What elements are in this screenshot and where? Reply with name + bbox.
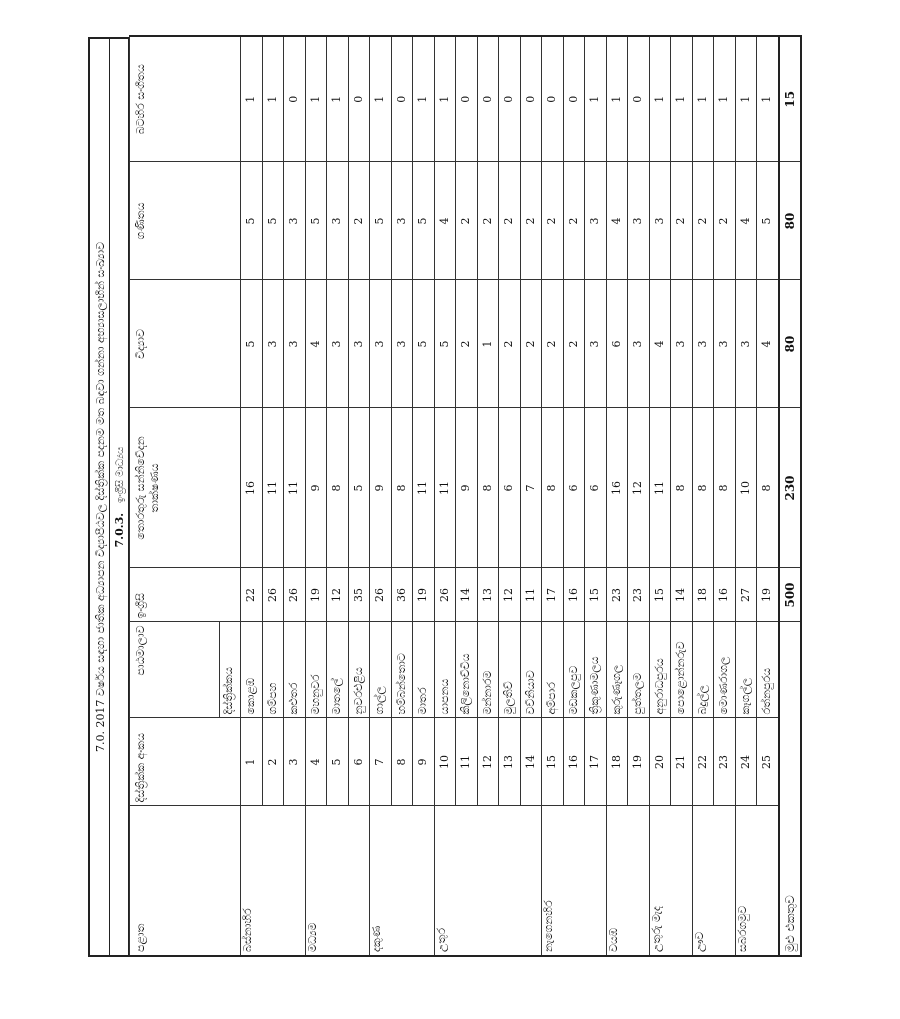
science-cell: 2 (499, 280, 521, 408)
ict-cell: 8 (692, 408, 714, 568)
ict-cell: 9 (456, 408, 478, 568)
province-cell: වයඹ (606, 806, 649, 956)
province-cell: දකුණ (370, 806, 435, 956)
district-cell: ගම්පහ (262, 622, 284, 718)
district-no-cell: 10 (434, 718, 456, 806)
table-row (606, 36, 628, 956)
english-cell: 27 (735, 568, 757, 622)
science-cell: 4 (305, 280, 327, 408)
district-cell: රත්නපුරය (757, 622, 779, 718)
ict-cell: 9 (305, 408, 327, 568)
district-cell: කිලිනොච්චිය (456, 622, 478, 718)
science-cell: 3 (714, 280, 736, 408)
table-row (649, 36, 671, 956)
table-row (434, 36, 456, 956)
ict-cell: 8 (477, 408, 499, 568)
district-no-cell: 16 (563, 718, 585, 806)
english-cell: 26 (262, 568, 284, 622)
province-cell: ඌව (692, 806, 735, 956)
district-no-cell: 19 (628, 718, 650, 806)
science-cell: 5 (413, 280, 435, 408)
header-english: ඉංග්‍රීසි (130, 568, 241, 622)
medium-label: ඉංග්‍රීසි මාධ්‍යය (115, 446, 126, 504)
music-cell: 0 (391, 36, 413, 162)
subtitle-number: 7.0.3. (113, 512, 126, 548)
english-cell: 23 (628, 568, 650, 622)
district-cell: ත්‍රිකුණාමලය (585, 622, 607, 718)
header-district: දිස්ත්‍රික්කය (220, 622, 241, 718)
music-cell: 0 (284, 36, 306, 162)
english-cell: 12 (499, 568, 521, 622)
science-cell: 3 (284, 280, 306, 408)
science-cell: 3 (262, 280, 284, 408)
music-cell: 1 (585, 36, 607, 162)
ict-cell: 6 (499, 408, 521, 568)
science-cell: 3 (628, 280, 650, 408)
table-row (692, 36, 714, 956)
ict-cell: 8 (757, 408, 779, 568)
ict-cell: 5 (348, 408, 370, 568)
ict-cell: 7 (520, 408, 542, 568)
ict-cell: 8 (542, 408, 564, 568)
maths-cell: 5 (305, 162, 327, 280)
district-cell: මහනුවර (305, 622, 327, 718)
header-course: පාඨමාලාව (130, 622, 220, 718)
total-music-cell: 15 (779, 36, 802, 162)
maths-cell: 2 (671, 162, 693, 280)
english-cell: 26 (284, 568, 306, 622)
district-cell: මන්නාරම (477, 622, 499, 718)
ict-cell: 10 (735, 408, 757, 568)
music-cell: 0 (348, 36, 370, 162)
science-cell: 3 (585, 280, 607, 408)
maths-cell: 2 (692, 162, 714, 280)
music-cell: 1 (671, 36, 693, 162)
district-cell: කොළඹ (241, 622, 263, 718)
total-ict-cell: 230 (779, 408, 802, 568)
music-cell: 1 (649, 36, 671, 162)
header-music: බටහිර සංගීතය (130, 36, 241, 162)
district-cell: නුවරඑළිය (348, 622, 370, 718)
music-cell: 0 (628, 36, 650, 162)
ict-cell: 6 (585, 408, 607, 568)
maths-cell: 2 (563, 162, 585, 280)
district-cell: වව්නියාව (520, 622, 542, 718)
maths-cell: 4 (606, 162, 628, 280)
total-maths-cell: 80 (779, 162, 802, 280)
maths-cell: 3 (628, 162, 650, 280)
district-no-cell: 15 (542, 718, 564, 806)
district-no-cell: 9 (413, 718, 435, 806)
district-cell: මාතර (413, 622, 435, 718)
music-cell: 1 (434, 36, 456, 162)
science-cell: 3 (671, 280, 693, 408)
maths-cell: 5 (241, 162, 263, 280)
ict-cell: 11 (262, 408, 284, 568)
ict-cell: 11 (413, 408, 435, 568)
science-cell: 2 (542, 280, 564, 408)
maths-cell: 5 (262, 162, 284, 280)
header-maths: ගණිතය (130, 162, 241, 280)
maths-cell: 3 (327, 162, 349, 280)
ict-cell: 16 (241, 408, 263, 568)
english-cell: 14 (671, 568, 693, 622)
maths-cell: 2 (477, 162, 499, 280)
english-cell: 18 (692, 568, 714, 622)
music-cell: 1 (413, 36, 435, 162)
district-no-cell: 22 (692, 718, 714, 806)
maths-cell: 3 (649, 162, 671, 280)
maths-cell: 4 (434, 162, 456, 280)
ict-cell: 6 (563, 408, 585, 568)
page-title: 7.0. 2017 වර්ෂය සඳහා ජාතික අධ්‍යාපන විද්‍යාපීඨවල දිස්ත්‍රික්ක පදනම මත බඳවා ගන්නා අභ්‍යාසලාභීන් සංඛ්‍යාව (88, 37, 110, 957)
district-cell: කළුතර (284, 622, 306, 718)
district-no-cell: 8 (391, 718, 413, 806)
province-cell: බස්නාහිර (241, 806, 306, 956)
district-cell: අම්පාර (542, 622, 564, 718)
maths-cell: 3 (284, 162, 306, 280)
science-cell: 4 (649, 280, 671, 408)
ict-cell: 16 (606, 408, 628, 568)
english-cell: 23 (606, 568, 628, 622)
ict-cell: 11 (284, 408, 306, 568)
music-cell: 1 (241, 36, 263, 162)
english-cell: 14 (456, 568, 478, 622)
music-cell: 0 (542, 36, 564, 162)
science-cell: 3 (391, 280, 413, 408)
province-cell: මධ්‍යම (305, 806, 370, 956)
music-cell: 1 (305, 36, 327, 162)
music-cell: 1 (262, 36, 284, 162)
maths-cell: 4 (735, 162, 757, 280)
maths-cell: 3 (391, 162, 413, 280)
music-cell: 1 (692, 36, 714, 162)
science-cell: 4 (757, 280, 779, 408)
english-cell: 19 (757, 568, 779, 622)
district-cell: පොළොන්නරුව (671, 622, 693, 718)
header-science: විද්‍යාව (130, 280, 241, 408)
maths-cell: 5 (413, 162, 435, 280)
total-science-cell: 80 (779, 280, 802, 408)
district-no-cell: 3 (284, 718, 306, 806)
district-cell: ගාල්ල (370, 622, 392, 718)
english-cell: 35 (348, 568, 370, 622)
intake-table (129, 35, 802, 957)
music-cell: 0 (499, 36, 521, 162)
district-cell: මොණරාගල (714, 622, 736, 718)
ict-cell: 9 (370, 408, 392, 568)
english-cell: 26 (370, 568, 392, 622)
music-cell: 1 (757, 36, 779, 162)
province-cell: සබරගමුව (735, 806, 779, 956)
science-cell: 5 (434, 280, 456, 408)
district-no-cell: 25 (757, 718, 779, 806)
english-cell: 13 (477, 568, 499, 622)
music-cell: 1 (370, 36, 392, 162)
maths-cell: 2 (520, 162, 542, 280)
header-province: පළාත (130, 806, 241, 956)
district-no-cell: 17 (585, 718, 607, 806)
science-cell: 3 (327, 280, 349, 408)
maths-cell: 2 (714, 162, 736, 280)
music-cell: 0 (563, 36, 585, 162)
music-cell: 0 (456, 36, 478, 162)
district-no-cell: 18 (606, 718, 628, 806)
science-cell: 6 (606, 280, 628, 408)
science-cell: 1 (477, 280, 499, 408)
music-cell: 0 (520, 36, 542, 162)
district-cell: මුලතිව් (499, 622, 521, 718)
english-cell: 15 (649, 568, 671, 622)
district-no-cell: 4 (305, 718, 327, 806)
table-row (542, 36, 564, 956)
science-cell: 2 (520, 280, 542, 408)
science-cell: 5 (241, 280, 263, 408)
ict-cell: 11 (434, 408, 456, 568)
music-cell: 1 (735, 36, 757, 162)
district-no-cell: 21 (671, 718, 693, 806)
district-no-cell: 23 (714, 718, 736, 806)
maths-cell: 5 (757, 162, 779, 280)
science-cell: 3 (735, 280, 757, 408)
rotated-page (88, 37, 797, 957)
science-cell: 2 (456, 280, 478, 408)
english-cell: 17 (542, 568, 564, 622)
province-cell: නැගෙනහිර (542, 806, 607, 956)
district-no-cell: 12 (477, 718, 499, 806)
district-cell: පුත්තලම (628, 622, 650, 718)
english-cell: 22 (241, 568, 263, 622)
ict-cell: 8 (391, 408, 413, 568)
district-cell: කෑගල්ල (735, 622, 757, 718)
science-cell: 2 (563, 280, 585, 408)
maths-cell: 5 (370, 162, 392, 280)
english-cell: 15 (585, 568, 607, 622)
maths-cell: 2 (542, 162, 564, 280)
district-cell: මඩකලපුව (563, 622, 585, 718)
district-cell: මාතලේ (327, 622, 349, 718)
english-cell: 12 (327, 568, 349, 622)
header-ict: තොරතුරු සන්නිවේදන තාක්ෂණය (130, 408, 241, 568)
district-no-cell: 6 (348, 718, 370, 806)
music-cell: 1 (327, 36, 349, 162)
table-row (370, 36, 392, 956)
ict-cell: 11 (649, 408, 671, 568)
district-no-cell: 24 (735, 718, 757, 806)
science-cell: 3 (370, 280, 392, 408)
ict-cell: 8 (671, 408, 693, 568)
english-cell: 16 (714, 568, 736, 622)
science-cell: 3 (348, 280, 370, 408)
science-cell: 3 (692, 280, 714, 408)
maths-cell: 2 (456, 162, 478, 280)
ict-cell: 8 (327, 408, 349, 568)
table-row (241, 36, 263, 956)
header-district-no: දිස්ත්‍රික්ක අංකය (130, 718, 241, 806)
district-cell: අනුරාධපුරය (649, 622, 671, 718)
music-cell: 1 (606, 36, 628, 162)
district-no-cell: 13 (499, 718, 521, 806)
district-cell: කුරුණෑගල (606, 622, 628, 718)
english-cell: 16 (563, 568, 585, 622)
english-cell: 26 (434, 568, 456, 622)
district-no-cell: 2 (262, 718, 284, 806)
province-cell: උතුර (434, 806, 542, 956)
total-english-cell: 500 (779, 568, 802, 622)
district-cell: යාපනය (434, 622, 456, 718)
district-no-cell: 11 (456, 718, 478, 806)
english-cell: 19 (305, 568, 327, 622)
table-row (735, 36, 757, 956)
district-cell: හම්බන්තොට (391, 622, 413, 718)
province-cell: උතුරු මැද (649, 806, 692, 956)
maths-cell: 3 (585, 162, 607, 280)
english-cell: 36 (391, 568, 413, 622)
music-cell: 0 (477, 36, 499, 162)
table-row (305, 36, 327, 956)
table-subtitle (110, 37, 129, 957)
ict-cell: 12 (628, 408, 650, 568)
district-no-cell: 5 (327, 718, 349, 806)
english-cell: 11 (520, 568, 542, 622)
district-no-cell: 14 (520, 718, 542, 806)
music-cell: 1 (714, 36, 736, 162)
english-cell: 19 (413, 568, 435, 622)
district-cell: බදුල්ල (692, 622, 714, 718)
total-label: මුළු එකතුව (779, 622, 802, 956)
district-no-cell: 20 (649, 718, 671, 806)
maths-cell: 2 (348, 162, 370, 280)
district-no-cell: 1 (241, 718, 263, 806)
maths-cell: 2 (499, 162, 521, 280)
district-no-cell: 7 (370, 718, 392, 806)
total-row (779, 36, 802, 956)
ict-cell: 8 (714, 408, 736, 568)
